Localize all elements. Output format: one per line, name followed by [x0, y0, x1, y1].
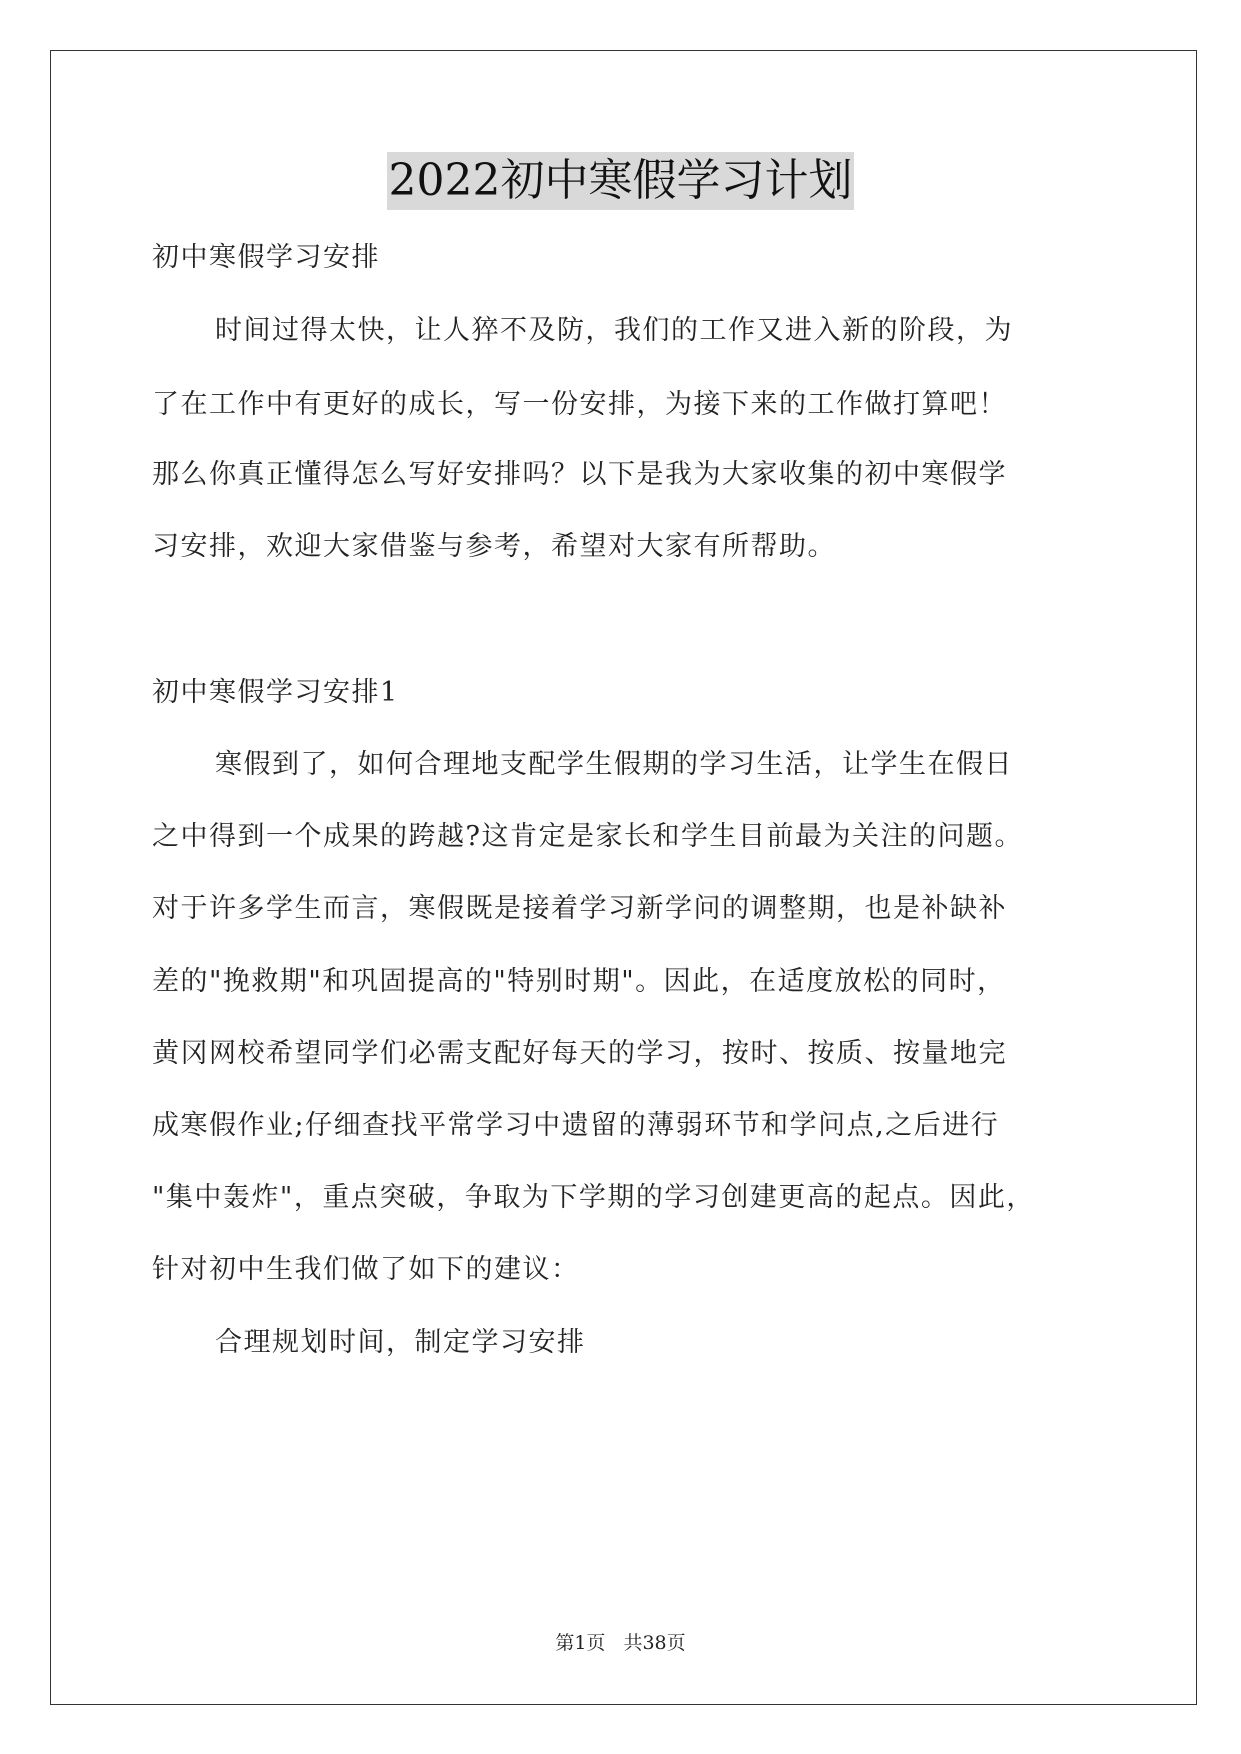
paragraph-line: 习安排，欢迎大家借鉴与参考，希望对大家有所帮助。	[152, 531, 836, 562]
page-border	[50, 50, 1197, 1705]
total-pages: 共38页	[623, 1632, 686, 1654]
paragraph-line: 寒假到了，如何合理地支配学生假期的学习生活，让学生在假日	[215, 749, 1013, 780]
title-container	[0, 152, 1241, 210]
subheading-line: 合理规划时间，制定学习安排	[215, 1327, 586, 1358]
document-title: 2022初中寒假学习计划	[387, 152, 855, 210]
paragraph-line: 差的"挽救期"和巩固提高的"特别时期"。因此，在适度放松的同时，	[152, 966, 1006, 997]
paragraph-line: 了在工作中有更好的成长，写一份安排，为接下来的工作做打算吧！	[152, 389, 1007, 420]
paragraph-line: 之中得到一个成果的跨越?这肯定是家长和学生目前最为关注的问题。	[152, 821, 1023, 852]
paragraph-line: 黄冈网校希望同学们必需支配好每天的学习，按时、按质、按量地完	[152, 1038, 1007, 1069]
paragraph-line: 对于许多学生而言，寒假既是接着学习新学问的调整期，也是补缺补	[152, 893, 1007, 924]
page-footer	[0, 1628, 1241, 1655]
paragraph-line: 成寒假作业;仔细查找平常学习中遗留的薄弱环节和学问点,之后进行	[152, 1110, 1000, 1141]
page-number: 第1页	[555, 1632, 606, 1654]
section-heading: 初中寒假学习安排1	[152, 677, 399, 708]
paragraph-line: 针对初中生我们做了如下的建议：	[152, 1254, 580, 1285]
paragraph-line: "集中轰炸"，重点突破，争取为下学期的学习创建更高的起点。因此，	[152, 1182, 1035, 1213]
section-heading: 初中寒假学习安排	[152, 242, 380, 273]
paragraph-line: 那么你真正懂得怎么写好安排吗？以下是我为大家收集的初中寒假学	[152, 459, 1007, 490]
paragraph-line: 时间过得太快，让人猝不及防，我们的工作又进入新的阶段，为	[215, 315, 1013, 346]
